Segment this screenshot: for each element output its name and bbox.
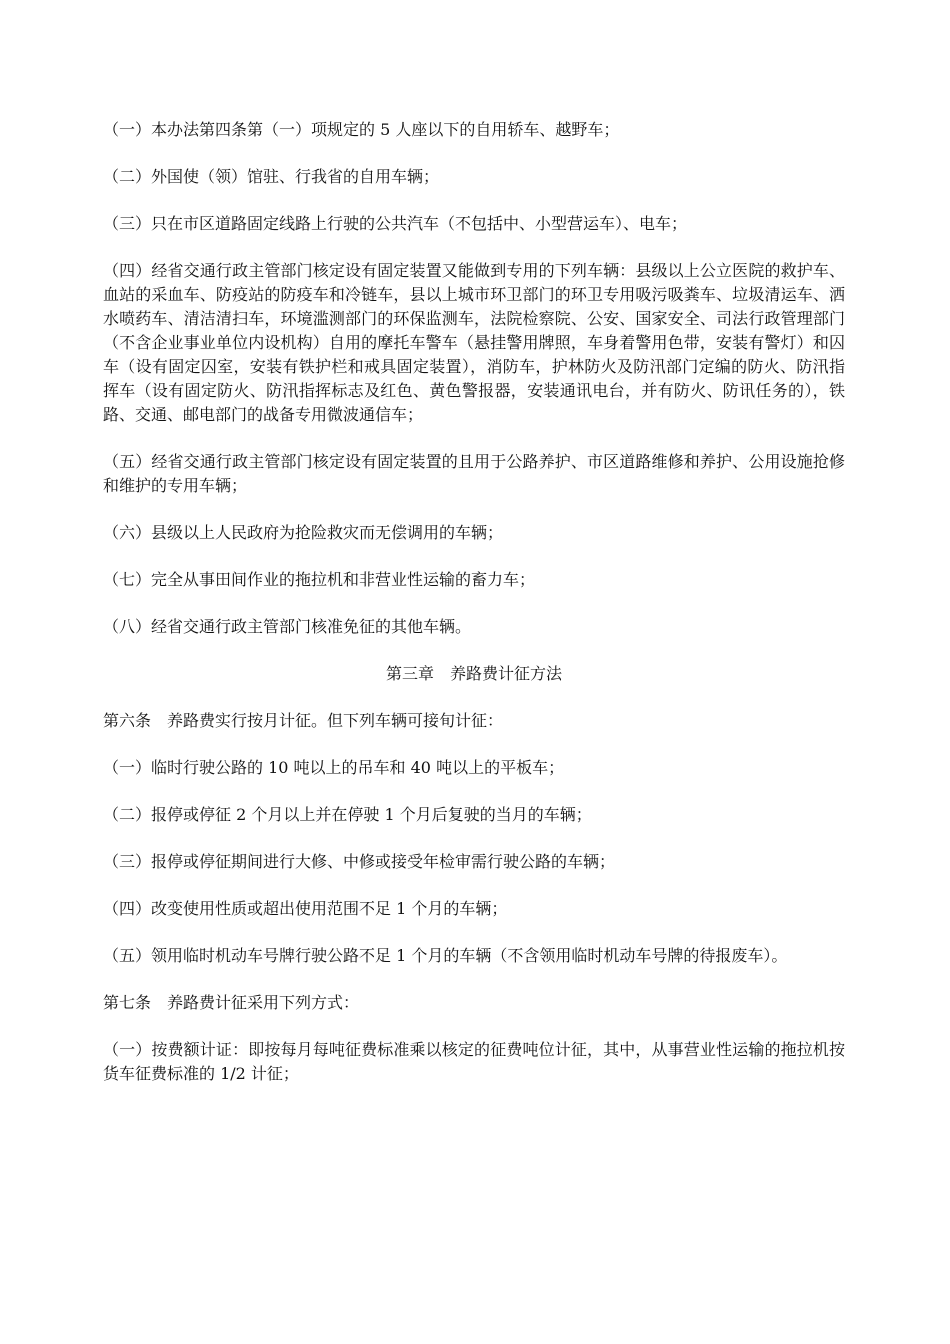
list-item: （一）临时行驶公路的 10 吨以上的吊车和 40 吨以上的平板车； bbox=[103, 758, 565, 777]
list-item: （五）领用临时机动车号牌行驶公路不足 1 个月的车辆（不含领用临时机动车号牌的待报废车）。 bbox=[103, 946, 788, 965]
article-paragraph: 第七条 养路费计征采用下列方式： bbox=[103, 993, 360, 1012]
list-item: （四）改变使用性质或超出使用范围不足 1 个月的车辆； bbox=[103, 899, 508, 918]
article-paragraph: 第六条 养路费实行按月计征。但下列车辆可接旬计征： bbox=[103, 711, 504, 730]
list-item: （八）经省交通行政主管部门核准免征的其他车辆。 bbox=[103, 617, 472, 636]
document-body bbox=[103, 118, 845, 1109]
list-item: （二）外国使（领）馆驻、行我省的自用车辆； bbox=[103, 167, 440, 186]
list-item: （一）按费额计证：即按每月每吨征费标准乘以核定的征费吨位计征，其中，从事营业性运输的拖拉机按货车征费标准的 1/2 计征； bbox=[103, 1040, 845, 1083]
list-item: （五）经省交通行政主管部门核定设有固定装置的且用于公路养护、市区道路维修和养护、公用设施抢修和维护的专用车辆； bbox=[103, 452, 845, 495]
chapter-heading: 第三章 养路费计征方法 bbox=[385, 664, 562, 683]
list-item: （三）报停或停征期间进行大修、中修或接受年检审需行驶公路的车辆； bbox=[103, 852, 616, 871]
list-item: （三）只在市区道路固定线路上行驶的公共汽车（不包括中、小型营运车）、电车； bbox=[103, 214, 688, 233]
list-item: （一）本办法第四条第（一）项规定的 5 人座以下的自用轿车、越野车； bbox=[103, 120, 620, 139]
list-item: （四）经省交通行政主管部门核定设有固定装置又能做到专用的下列车辆：县级以上公立医院的救护车、血站的采血车、防疫站的防疫车和冷链车，县以上城市环卫部门的环卫专用吸污吸粪车、垃圾清运车、洒水喷药车、清洁清扫车，环境滥测部门的环保监测车，法院检察院、公安、国家安全、司法行政管理部门（不含企业事业单位内设机构）自用的摩托车警车（悬挂警用牌照，车身着警用色带，安装有警灯）和囚车（设有固定囚室，安装有铁护栏和戒具固定装置），消防车，护林防火及防汛部门定编的防火、防汛指挥车（设有固定防火、防汛指挥标志及红色、黄色警报器，安装通讯电台，并有防火、防讯任务的），铁路、交通、邮电部门的战备专用微波通信车； bbox=[103, 261, 845, 424]
list-item: （六）县级以上人民政府为抢险救灾而无偿调用的车辆； bbox=[103, 523, 504, 542]
list-item: （七）完全从事田间作业的拖拉机和非营业性运输的畜力车； bbox=[103, 570, 536, 589]
list-item: （二）报停或停征 2 个月以上并在停驶 1 个月后复驶的当月的车辆； bbox=[103, 805, 592, 824]
